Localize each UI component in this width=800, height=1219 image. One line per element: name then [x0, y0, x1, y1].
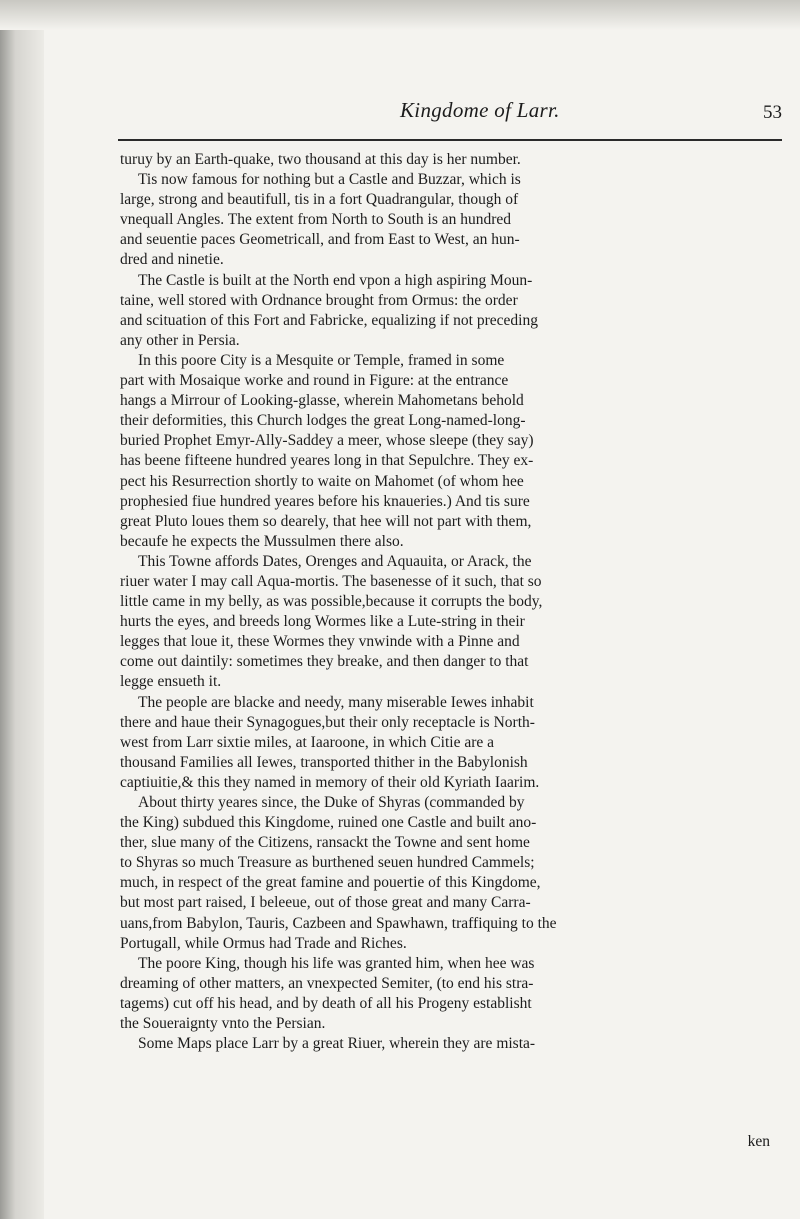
text-line: and scituation of this Fort and Fabricke, equalizing if not preceding [120, 311, 538, 329]
text-line: uans,from Babylon, Tauris, Cazbeen and Spawhawn, traffiquing to the [120, 914, 557, 932]
text-line: riuer water I may call Aqua-mortis. The basenesse of it such, that so [120, 572, 542, 590]
text-line: the Soueraignty vnto the Persian. [120, 1015, 326, 1033]
text-line: hangs a Mirrour of Looking-glasse, wherein Mahometans behold [120, 392, 524, 410]
body-text [120, 150, 784, 1054]
page-binding-shadow [0, 0, 44, 1219]
text-line: taine, well stored with Ordnance brought from Ormus: the order [120, 291, 518, 309]
text-line: pect his Resurrection shortly to waite on Mahomet (of whom hee [120, 472, 524, 490]
page-top-shadow [0, 0, 800, 30]
text-line: turuy by an Earth-quake, two thousand at this day is her number. [120, 151, 521, 168]
text-line: legges that loue it, these Wormes they vnwinde with a Pinne and [120, 633, 520, 651]
header-rule [118, 139, 782, 141]
page-header [100, 98, 790, 138]
text-line: vnequall Angles. The extent from North to South is an hundred [120, 211, 512, 229]
text-line: Some Maps place Larr by a great Riuer, wherein they are mista- [138, 1035, 536, 1053]
text-line: ther, slue many of the Citizens, ransackt the Towne and sent home [120, 834, 530, 852]
text-line: dred and ninetie. [120, 251, 224, 269]
text-line: their deformities, this Church lodges the great Long-named-long- [120, 412, 526, 430]
text-line: legge ensueth it. [120, 673, 222, 691]
text-line: the King) subdued this Kingdome, ruined one Castle and built ano- [120, 814, 537, 832]
text-line: to Shyras so much Treasure as burthened seuen hundred Cammels; [120, 854, 535, 872]
text-line: The people are blacke and needy, many miserable Iewes inhabit [138, 693, 534, 711]
text-line: part with Mosaique worke and round in Figure: at the entrance [120, 372, 509, 390]
text-line: In this poore City is a Mesquite or Temple, framed in some [138, 351, 505, 369]
text-line: any other in Persia. [120, 331, 240, 349]
text-line: thousand Families all Iewes, transported thither in the Babylonish [120, 753, 528, 771]
text-line: tagems) cut off his head, and by death of all his Progeny establisht [120, 994, 532, 1012]
text-line: The poore King, though his life was granted him, when hee was [138, 954, 535, 972]
text-line: great Pluto loues them so dearely, that hee will not part with them, [120, 512, 532, 530]
text-line: buried Prophet Emyr-Ally-Saddey a meer, whose sleepe (they say) [120, 432, 534, 450]
text-line: come out daintily: sometimes they breake, and then danger to that [120, 653, 529, 671]
page-number: 53 [763, 102, 782, 123]
running-title: Kingdome of Larr. [400, 98, 560, 122]
text-line: much, in respect of the great famine and pouertie of this Kingdome, [120, 874, 541, 892]
text-line: there and haue their Synagogues,but their only receptacle is North- [120, 713, 535, 731]
text-line: hurts the eyes, and breeds long Wormes like a Lute-string in their [120, 613, 525, 631]
text-line: About thirty yeares since, the Duke of Shyras (commanded by [138, 794, 525, 811]
text-line: and seuentie paces Geometricall, and from East to West, an hun- [120, 231, 520, 249]
text-line: but most part raised, I beleeue, out of those great and many Carra- [120, 894, 531, 912]
text-line: becaufe he expects the Mussulmen there also. [120, 532, 404, 550]
text-line: large, strong and beautifull, tis in a fort Quadrangular, though of [120, 191, 519, 209]
text-line: This Towne affords Dates, Orenges and Aquauita, or Arack, the [138, 552, 532, 570]
text-line: prophesied fiue hundred yeares before his knaueries.) And tis sure [120, 492, 530, 510]
catchword: ken [747, 1133, 770, 1150]
text-line: little came in my belly, as was possible,because it corrupts the body, [120, 593, 543, 611]
text-line: Tis now famous for nothing but a Castle and Buzzar, which is [138, 171, 521, 189]
text-line: dreaming of other matters, an vnexpected Semiter, (to end his stra- [120, 974, 534, 992]
text-line: The Castle is built at the North end vpon a high aspiring Moun- [138, 271, 533, 289]
text-line: west from Larr sixtie miles, at Iaaroone, in which Citie are a [120, 733, 495, 751]
text-line: Portugall, while Ormus had Trade and Riches. [120, 934, 407, 952]
text-line: captiuitie,& this they named in memory of their old Kyriath Iaarim. [120, 773, 540, 791]
text-line: has beene fifteene hundred yeares long in that Sepulchre. They ex- [120, 452, 534, 470]
